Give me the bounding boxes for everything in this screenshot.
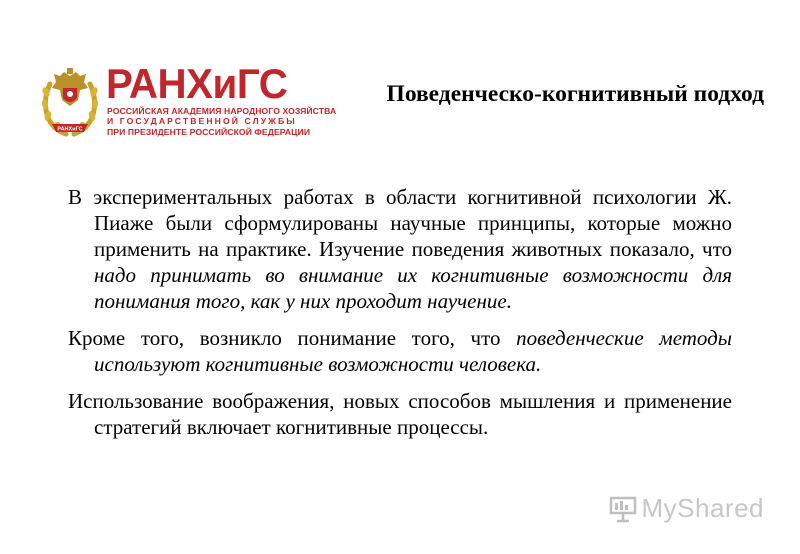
paragraph-text: Использование воображения, новых способов мышления и применение стратегий включает когнитивные процессы.: [68, 389, 732, 439]
ranepa-logo: [40, 60, 337, 142]
emblem-ribbon-text: РАНХиГС: [57, 126, 83, 133]
logo-subtitle-line: ПРИ ПРЕЗИДЕНТЕ РОССИЙСКОЙ ФЕДЕРАЦИИ: [107, 126, 311, 137]
slide-body: [68, 184, 732, 451]
logo-subtitle: [107, 106, 336, 137]
logo-wordmark: РАНХиГС: [106, 60, 288, 107]
presentation-board-icon: [608, 494, 638, 524]
watermark-text: MyShared: [641, 493, 764, 523]
logo-subtitle-line: РОССИЙСКАЯ АКАДЕМИЯ НАРОДНОГО ХОЗЯЙСТВА: [107, 106, 337, 116]
paragraph-italic-text: поведенческие методы используют когнитивные возможности человека.: [94, 326, 732, 376]
slide-title: Поведенческо-когнитивный подход: [386, 81, 764, 107]
coat-of-arms-emblem-icon: [40, 66, 100, 140]
paragraph: [68, 388, 732, 440]
logo-subtitle-line: И ГОСУДАРСТВЕННОЙ СЛУЖБЫ: [107, 116, 297, 127]
paragraph: [68, 325, 732, 377]
paragraph-italic-text: надо принимать во внимание их когнитивные возможности для понимания того, как у них проходит научение.: [94, 263, 732, 313]
paragraph-text: В экспериментальных работах в области когнитивной психологии Ж. Пиаже были сформулированы научные принципы, которые можно применить на практике. Изучение поведения животных показало, что: [68, 185, 732, 261]
paragraph-text: Кроме того, возникло понимание того, что: [68, 326, 517, 350]
paragraph: [68, 184, 732, 314]
myshared-watermark: [608, 493, 765, 524]
